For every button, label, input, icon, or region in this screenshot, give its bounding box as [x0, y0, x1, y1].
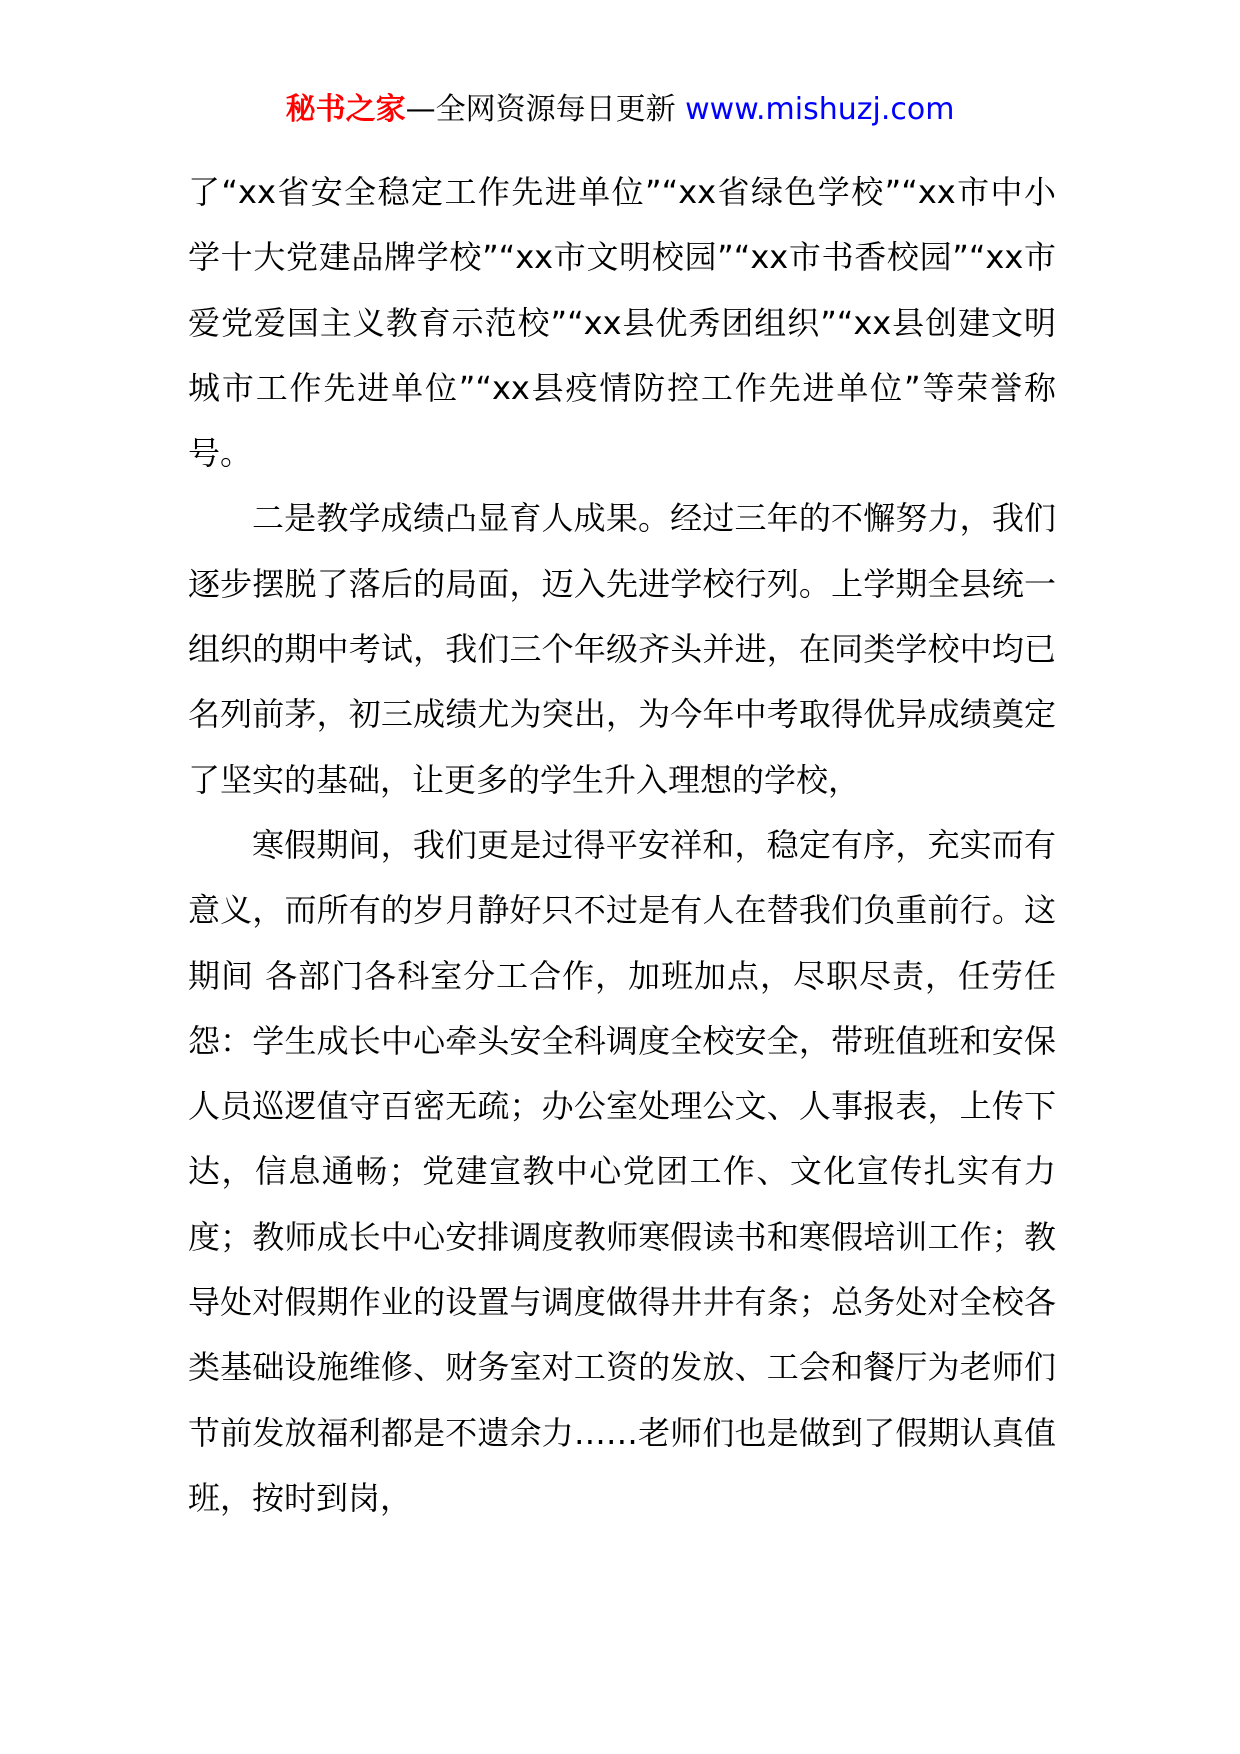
- paragraph-winter-vacation: 寒假期间，我们更是过得平安祥和，稳定有序，充实而有意义，而所有的岁月静好只不过是有人在替我们负重前行。这期间 各部门各科室分工合作，加班加点，尽职尽责，任劳任怨：学生成长中心牵头安全科调度全校安全，带班值班和安保人员巡逻值守百密无疏；办公室处理公文、人事报表，上传下达，信息通畅；党建宣教中心党团工作、文化宣传扎实有力度；教师成长中心安排调度教师寒假读书和寒假培训工作；教导处对假期作业的设置与调度做得井井有条；总务处对全校各类基础设施维修、财务室对工资的发放、工会和餐厅为老师们节前发放福利都是不遗余力……老师们也是做到了假期认真值班，按时到岗，: [188, 825, 1056, 1517]
- paragraph-continued: 了“xx省安全稳定工作先进单位”“xx省绿色学校”“xx市中小学十大党建品牌学校”“xx市文明校园”“xx市书香校园”“xx市爱党爱国主义教育示范校”“xx县优秀团组织”“xx县创建文明城市工作先进单位”“xx县疫情防控工作先进单位”等荣誉称号。: [188, 173, 1056, 473]
- site-url-link[interactable]: www.mishuzj.com: [685, 92, 955, 127]
- site-header: [0, 88, 1240, 132]
- document-body: [188, 160, 1056, 1531]
- brand-name: 秘书之家: [285, 92, 406, 127]
- header-tagline: —全网资源每日更新: [405, 92, 676, 127]
- paragraph-teaching-results: 二是教学成绩凸显育人成果。经过三年的不懈努力，我们逐步摆脱了落后的局面，迈入先进学校行列。上学期全县统一组织的期中考试，我们三个年级齐头并进，在同类学校中均已名列前茅，初三成绩尤为突出，为今年中考取得优异成绩奠定了坚实的基础，让更多的学生升入理想的学校，: [188, 499, 1056, 799]
